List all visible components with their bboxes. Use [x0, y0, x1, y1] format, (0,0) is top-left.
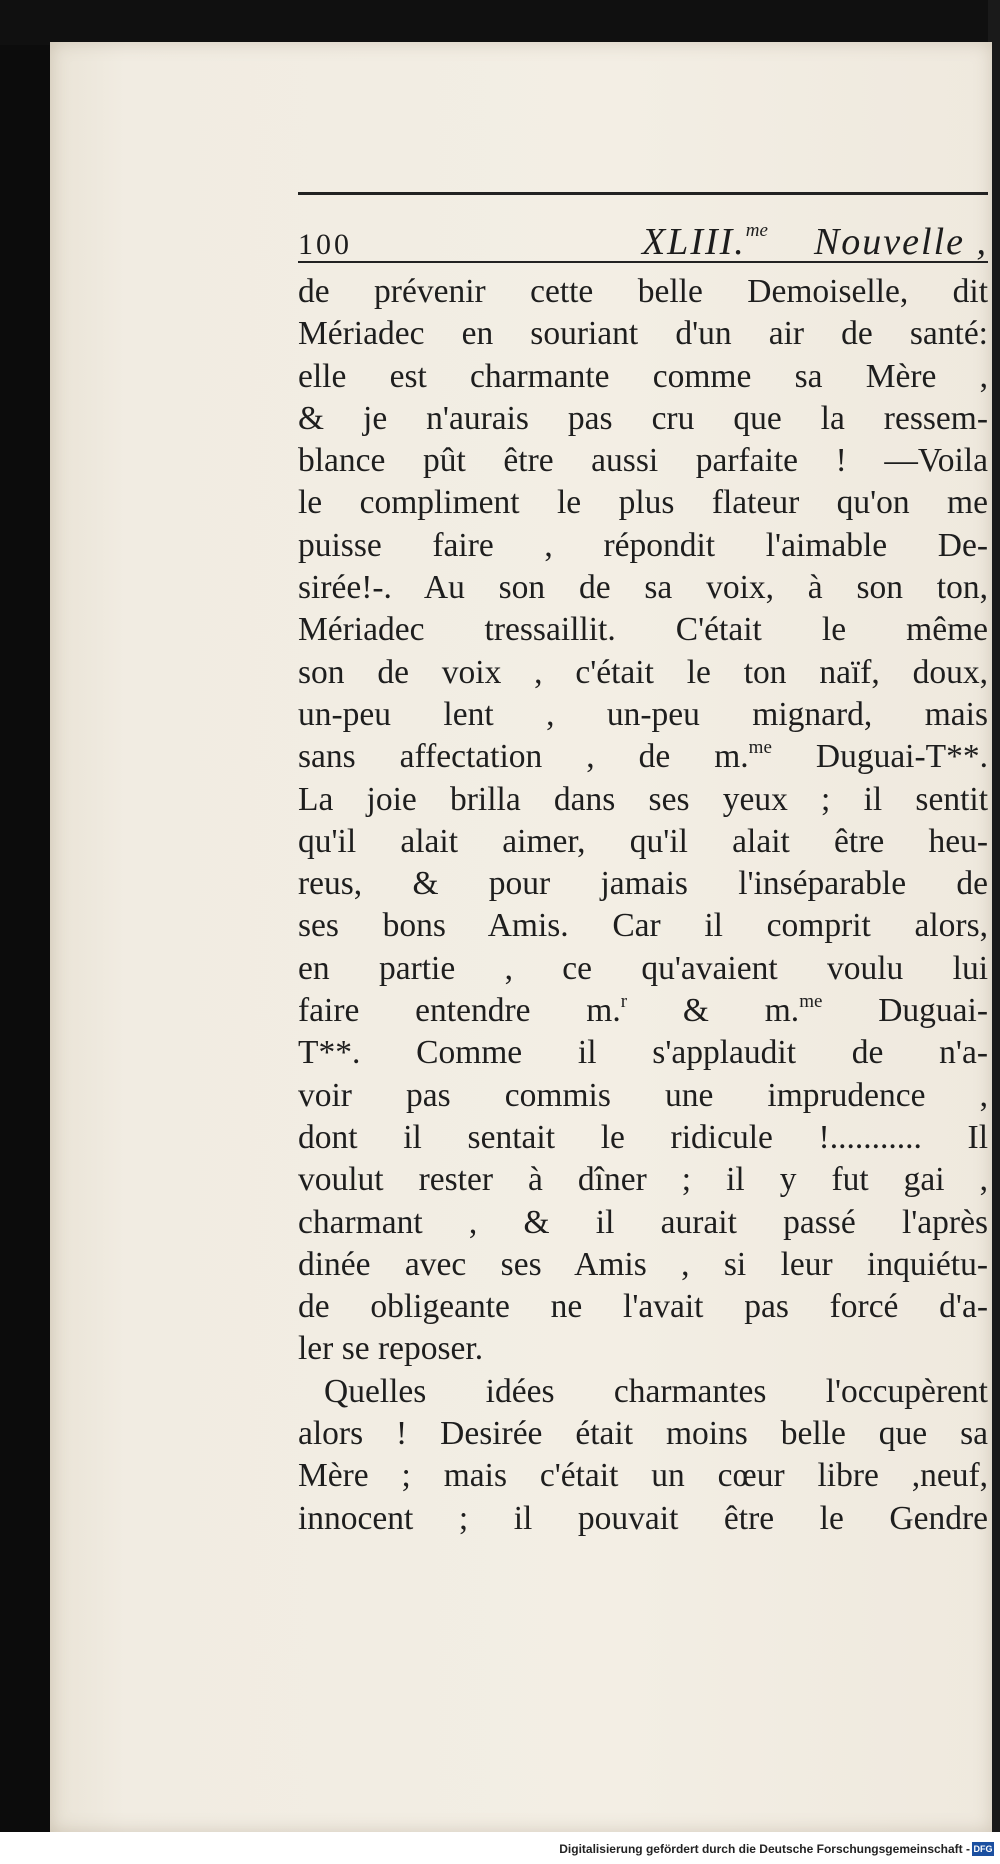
scan-background-top	[0, 0, 1000, 45]
dfg-logo: DFG	[973, 1844, 993, 1854]
page-content	[298, 192, 988, 1540]
text-line: dinée avec ses Amis , si leur inquiétu-	[298, 1245, 988, 1283]
running-title: XLIII.$^{me}$ Nouvelle ,	[641, 220, 988, 263]
text-line: innocent ; il pouvait être le Gendre	[298, 1499, 988, 1537]
text-line: charmant , & il aurait passé l'après	[298, 1203, 988, 1241]
text-line: puisse faire , répondit l'aimable De-	[298, 526, 988, 564]
text-line: Mériadec tressaillit. C'était le même	[298, 611, 988, 649]
text-line: Mériadec en souriant d'un air de santé:	[298, 315, 988, 353]
text-line: & je n'aurais pas cru que la ressem-	[298, 399, 988, 437]
text-line: sirée!-. Au son de sa voix, à son ton,	[298, 569, 988, 607]
book-page	[50, 42, 992, 1832]
text-line: de obligeante ne l'avait pas forcé d'a-	[298, 1288, 988, 1326]
text-line: dont il sentait le ridicule !........... Il	[298, 1118, 988, 1156]
text-line: le compliment le plus flateur qu'on me	[298, 484, 988, 522]
text-line: elle est charmante comme sa Mère ,	[298, 357, 988, 395]
text-line: faire entendre m.$^r$ & m.$^{me}$ Duguai-	[298, 991, 988, 1030]
text-line: voir pas commis une imprudence ,	[298, 1076, 988, 1114]
header-rule-top	[298, 192, 988, 195]
text-line: T**. Comme il s'applaudit de n'a-	[298, 1034, 988, 1072]
text-line: Mère ; mais c'était un cœur libre ,neuf,	[298, 1457, 988, 1495]
text-line: un-peu lent , un-peu mignard, mais	[298, 695, 988, 733]
body-text	[298, 271, 988, 1540]
text-line: blance pût être aussi parfaite ! —Voila	[298, 442, 988, 480]
text-line: ses bons Amis. Car il comprit alors,	[298, 907, 988, 945]
text-line: sans affectation , de m.$^{me}$ Duguai-T**.	[298, 737, 988, 776]
text-line: ler se reposer.	[298, 1330, 484, 1368]
text-line: La joie brilla dans ses yeux ; il sentit	[298, 780, 988, 818]
text-line: reus, & pour jamais l'inséparable de	[298, 865, 988, 903]
text-line: son de voix , c'était le ton naïf, doux,	[298, 653, 988, 691]
paragraph-start-line: Quelles idées charmantes l'occupèrent	[324, 1372, 988, 1410]
text-line: voulut rester à dîner ; il y fut gai ,	[298, 1161, 988, 1199]
digitization-footer	[0, 1832, 1000, 1864]
text-line: alors ! Desirée était moins belle que sa	[298, 1415, 988, 1453]
page-number: 100	[298, 228, 352, 261]
running-header	[298, 209, 988, 263]
text-line: qu'il alait aimer, qu'il alait être heu-	[298, 822, 988, 860]
funding-credit: Digitalisierung gefördert durch die Deutsche Forschungsgemeinschaft -	[559, 1842, 970, 1856]
text-line: de prévenir cette belle Demoiselle, dit	[298, 273, 988, 310]
text-line: en partie , ce qu'avaient voulu lui	[298, 949, 988, 987]
